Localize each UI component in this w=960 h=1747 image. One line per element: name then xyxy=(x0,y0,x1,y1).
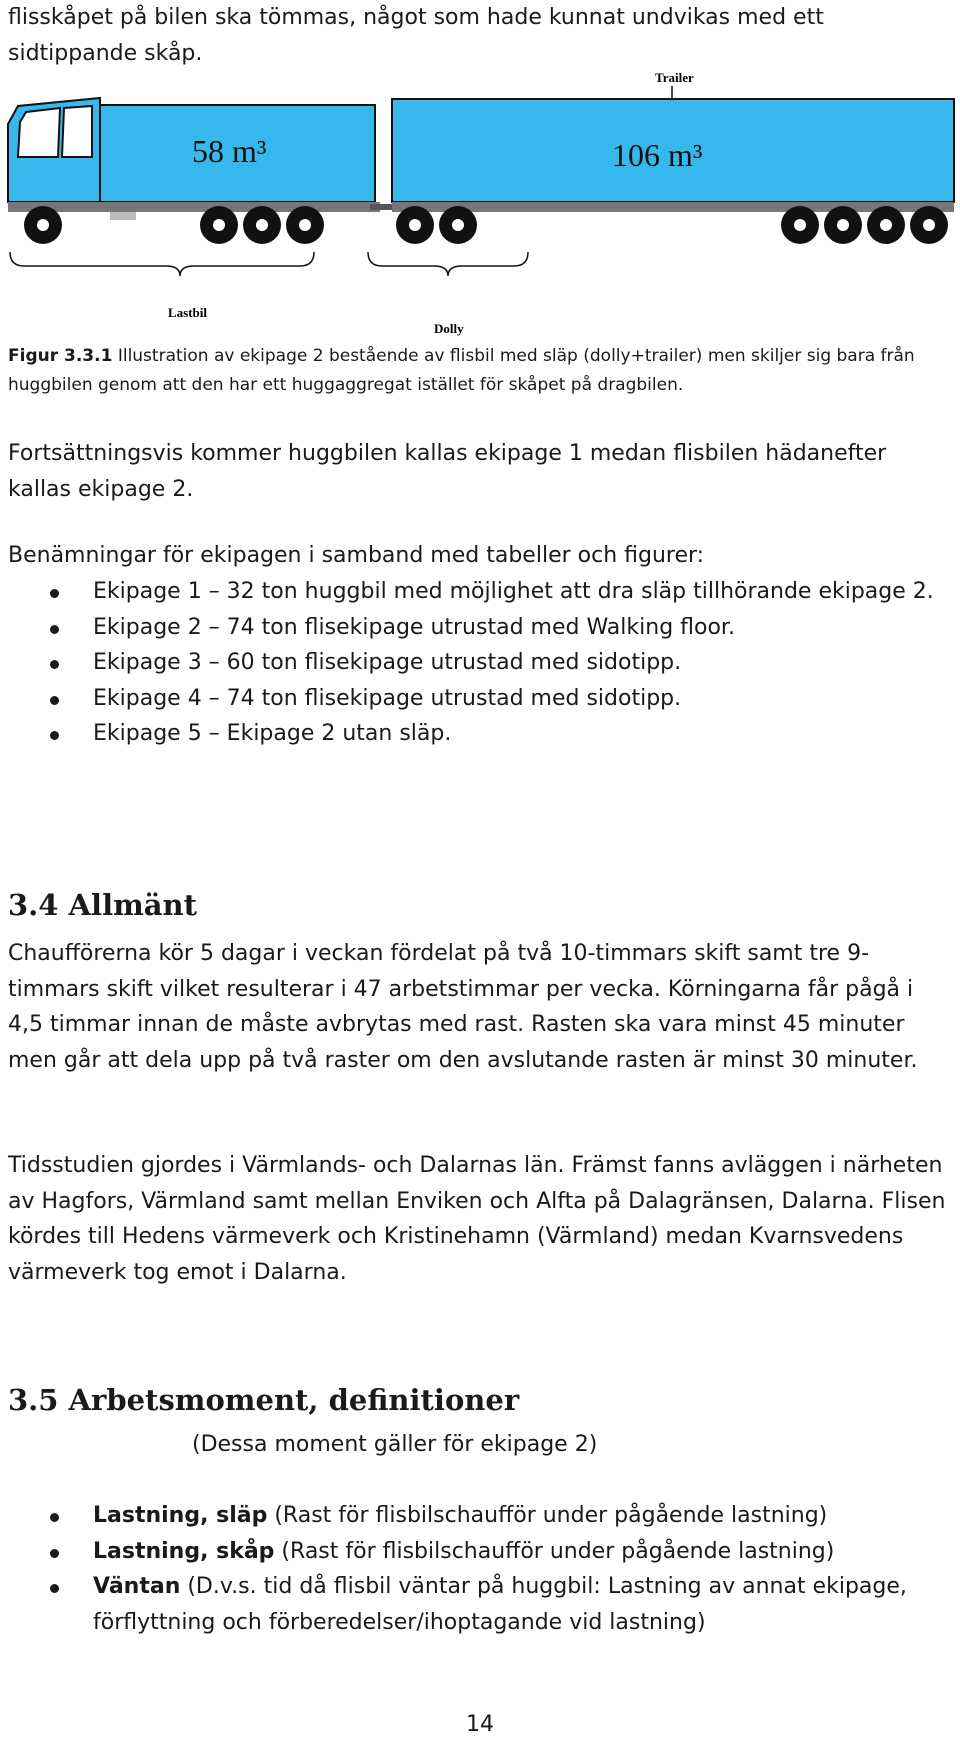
paragraph-benamningar: Benämningar för ekipagen i samband med tabeller och figurer: xyxy=(8,543,705,568)
bullet-icon xyxy=(50,625,59,634)
ekipage-list xyxy=(8,574,953,752)
list-item: Ekipage 2 – 74 ton flisekipage utrustad med Walking floor. xyxy=(8,610,953,646)
trailer-volume-label: 106 m³ xyxy=(612,137,703,173)
bullet-icon xyxy=(50,1584,59,1593)
page-number: 14 xyxy=(466,1712,494,1737)
fuel-tank xyxy=(110,212,136,220)
truck-illustration xyxy=(0,62,960,337)
cab-window-side xyxy=(62,106,92,157)
intro-paragraph: flisskåpet på bilen ska tömmas, något som hade kunnat undvikas med ett sidtippande skåp. xyxy=(8,5,824,66)
list-item: Lastning, släp (Rast för flisbilschaufför under pågående lastning) xyxy=(8,1498,953,1534)
truck-volume-label: 58 m³ xyxy=(192,133,267,169)
bullet-icon xyxy=(50,696,59,705)
paragraph-ekipage-naming: Fortsättningsvis kommer huggbilen kallas ekipage 1 medan flisbilen hädanefter kallas ekipage 2. xyxy=(8,441,887,502)
bullet-icon xyxy=(50,1549,59,1558)
list-item: Ekipage 3 – 60 ton flisekipage utrustad med sidotipp. xyxy=(8,645,953,681)
lastbil-bracket xyxy=(10,252,314,276)
trailer-chassis xyxy=(392,202,954,212)
list-item: Ekipage 5 – Ekipage 2 utan släp. xyxy=(8,716,953,752)
figure-caption xyxy=(8,342,953,400)
trailer-label: Trailer xyxy=(655,70,694,85)
cab-window-front xyxy=(18,108,60,157)
bullet-icon xyxy=(50,1513,59,1522)
list-item: Ekipage 1 – 32 ton huggbil med möjlighet att dra släp tillhörande ekipage 2. xyxy=(8,574,953,610)
bullet-icon xyxy=(50,660,59,669)
list-item: Väntan (D.v.s. tid då flisbil väntar på huggbil: Lastning av annat ekipage, förflyttning och förberedelser/ihoptagande vid lastning) xyxy=(8,1569,953,1640)
list-item: Ekipage 4 – 74 ton flisekipage utrustad med sidotipp. xyxy=(8,681,953,717)
section-3-4-paragraph-1: Chaufförerna kör 5 dagar i veckan fördelat på två 10-timmars skift samt tre 9-timmars skift vilket resulterar i 47 arbetstimmar per vecka. Körningarna får pågå i 4,5 timmar innan de måste avbrytas med rast. Rasten ska vara minst 45 minuter men går att dela upp på två raster om den avslutande rasten är minst 30 minuter. xyxy=(8,941,918,1073)
bullet-icon xyxy=(50,589,59,598)
lastbil-label: Lastbil xyxy=(168,305,208,320)
section-3-4-paragraph-2: Tidsstudien gjordes i Värmlands- och Dalarnas län. Främst fanns avläggen i närheten av Hagfors, Värmland samt mellan Enviken och Alfta på Dalagränsen, Dalarna. Flisen kördes till Hedens värmeverk och Kristinehamn (Värmland) medan Kvarnsvedens värmeverk tog emot i Dalarna. xyxy=(8,1153,946,1285)
section-heading-3-4: 3.4 Allmänt xyxy=(8,888,198,922)
dolly-label: Dolly xyxy=(434,321,464,336)
arbetsmoment-list xyxy=(8,1498,953,1640)
section-heading-3-5: 3.5 Arbetsmoment, definitioner xyxy=(8,1383,520,1417)
caption-text: Illustration av ekipage 2 bestående av flisbil med släp (dolly+trailer) men skiljer sig bara från huggbilen genom att den har ett huggaggregat istället för skåpet på dragbilen. xyxy=(8,346,915,395)
caption-label: Figur 3.3.1 xyxy=(8,346,113,366)
section-3-5-note: (Dessa moment gäller för ekipage 2) xyxy=(192,1432,598,1457)
list-item: Lastning, skåp (Rast för flisbilschaufför under pågående lastning) xyxy=(8,1534,953,1570)
truck-chassis xyxy=(8,202,380,212)
dolly-bracket xyxy=(368,252,528,276)
bullet-icon xyxy=(50,731,59,740)
